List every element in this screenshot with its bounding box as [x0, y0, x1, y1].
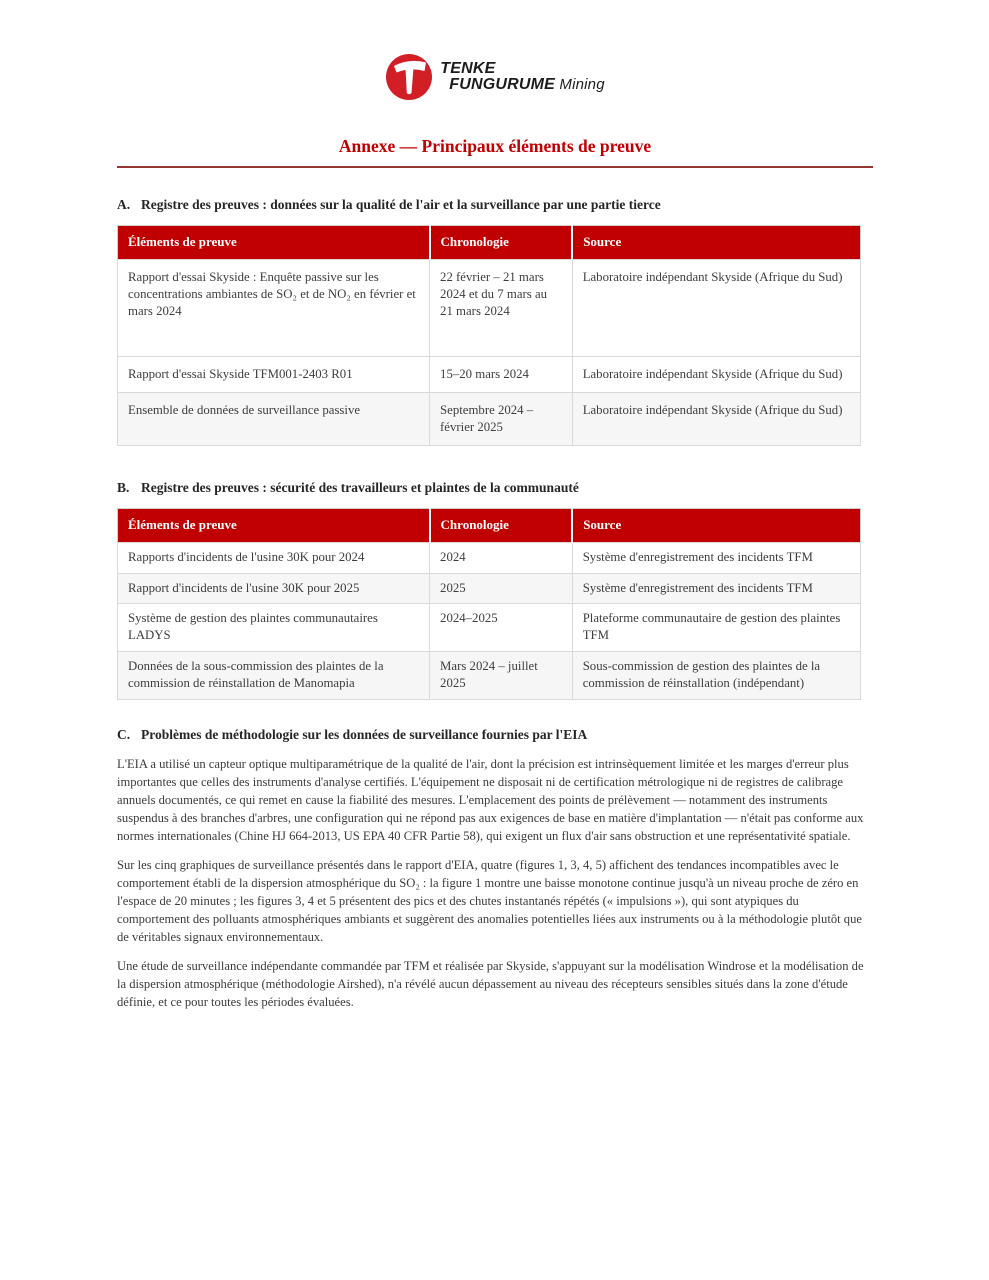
section-b-label: B.: [117, 479, 130, 495]
table-cell: Données de la sous-commission des plaintes de la commission de réinstallation de Manomapia: [118, 652, 430, 700]
table-cell: 2024: [430, 542, 573, 573]
column-header-elements: Éléments de preuve: [118, 508, 430, 542]
logo-line2: FUNGURUME Mining: [449, 76, 605, 93]
section-a-heading: A. Registre des preuves : données sur la qualité de l'air et la surveillance par une partie tierce: [117, 197, 661, 212]
column-header-elements: Éléments de preuve: [118, 226, 430, 260]
table-cell: Système d'enregistrement des incidents TFM: [572, 542, 860, 573]
table-cell: 2024–2025: [430, 604, 573, 652]
title-divider: [117, 166, 873, 168]
table-row: [118, 604, 861, 652]
section-c-heading: C. Problèmes de méthodologie sur les données de surveillance fournies par l'EIA: [117, 727, 588, 743]
table-cell: Ensemble de données de surveillance passive: [118, 392, 430, 445]
table-cell: Laboratoire indépendant Skyside (Afrique du Sud): [572, 260, 860, 357]
methodology-paragraph-1: L'EIA a utilisé un capteur optique multiparamétrique de la qualité de l'air, dont la précision est intrinsèquement limitée et les marges d'erreur plus importantes que celles des instruments d'analyse certifiés. L'équipement ne disposait ni de certification métrologique ni de registres de calibrage annuels documentés, ce qui remet en cause la fiabilité des mesures. L'emplacement des points de prélèvement — notamment des instruments suspendus à des branches d'arbres, une configuration qui ne répond pas aux exigences de base en matière d'implantation — n'était pas conforme aux normes internationales (Chine HJ 664-2013, US EPA 40 CFR Partie 58), qui exigent un flux d'air sans obstruction et une représentativité spatiale.: [117, 757, 864, 844]
table-row: [118, 392, 861, 445]
table-row: [118, 357, 861, 393]
table-row: [118, 542, 861, 573]
table-cell: Mars 2024 – juillet 2025: [430, 652, 573, 700]
table-cell: Laboratoire indépendant Skyside (Afrique du Sud): [572, 357, 860, 393]
tfm-logo-text: [440, 61, 605, 94]
table-cell: 22 février – 21 mars 2024 et du 7 mars au 21 mars 2024: [430, 260, 573, 357]
table-cell: Système de gestion des plaintes communautaires LADYS: [118, 604, 430, 652]
methodology-paragraph-2: Sur les cinq graphiques de surveillance présentés dans le rapport d'EIA, quatre (figures 1, 3, 4, 5) affichent des tendances incompatibles avec le comportement établi de la dispersion atmosphérique du SO₂ : la figure 1 montre une baisse monotone continue jusqu'à un niveau proche de zéro en l'espace de 20 minutes ; les figures 3, 4 et 5 présentent des pics et des chutes instantanés répétés (« impulsions »), qui sont atypiques du comportement des polluants atmosphériques ambiants et suggèrent des anomalies potentielles liées aux instruments ou à la méthodologie plutôt que de véritables signaux environnementaux.: [117, 858, 862, 945]
table-header-row: [118, 226, 861, 260]
page-title: Annexe — Principaux éléments de preuve: [338, 136, 652, 156]
table-cell: Sous-commission de gestion des plaintes de la commission de réinstallation (indépendant): [572, 652, 860, 700]
table-cell: Septembre 2024 – février 2025: [430, 392, 573, 445]
evidence-table-air-quality: [117, 225, 861, 446]
table-cell: Rapport d'essai Skyside TFM001-2403 R01: [118, 357, 430, 393]
table-cell: 15–20 mars 2024: [430, 357, 573, 393]
section-b-heading: B. Registre des preuves : sécurité des travailleurs et plaintes de la communauté: [117, 479, 579, 495]
logo-mining-word: Mining: [555, 76, 605, 93]
table-row: [118, 652, 861, 700]
table-cell: 2025: [430, 573, 573, 604]
table-cell: Rapports d'incidents de l'usine 30K pour 2024: [118, 542, 430, 573]
table-row: [118, 573, 861, 604]
table-cell: Système d'enregistrement des incidents TFM: [572, 573, 860, 604]
column-header-source: Source: [572, 226, 860, 260]
section-c-label: C.: [117, 727, 131, 743]
methodology-paragraph-3: Une étude de surveillance indépendante commandée par TFM et réalisée par Skyside, s'appuyant sur la modélisation Windrose et la modélisation de la dispersion atmosphérique (méthodologie Airshed), n'a révélé aucun dépassement au niveau des récepteurs sensibles situés dans la zone d'étude définie, et ce pour toutes les périodes évaluées.: [117, 959, 864, 1010]
table-header-row: [118, 508, 861, 542]
tfm-logo-icon: [384, 52, 434, 102]
section-a-label: A.: [117, 197, 131, 212]
table-cell: Rapport d'incidents de l'usine 30K pour 2025: [118, 573, 430, 604]
table-row: [118, 260, 861, 357]
table-cell: Laboratoire indépendant Skyside (Afrique du Sud): [572, 392, 860, 445]
logo-line1: TENKE: [440, 59, 496, 77]
column-header-source: Source: [572, 508, 860, 542]
column-header-chronology: Chronologie: [430, 226, 573, 260]
company-logo: [0, 0, 989, 102]
column-header-chronology: Chronologie: [430, 508, 573, 542]
table-cell: Plateforme communautaire de gestion des plaintes TFM: [572, 604, 860, 652]
table-cell: Rapport d'essai Skyside : Enquête passive sur les concentrations ambiantes de SO₂ et de NO₂ en février et mars 2024: [118, 260, 430, 357]
evidence-table-safety-complaints: [117, 508, 861, 700]
